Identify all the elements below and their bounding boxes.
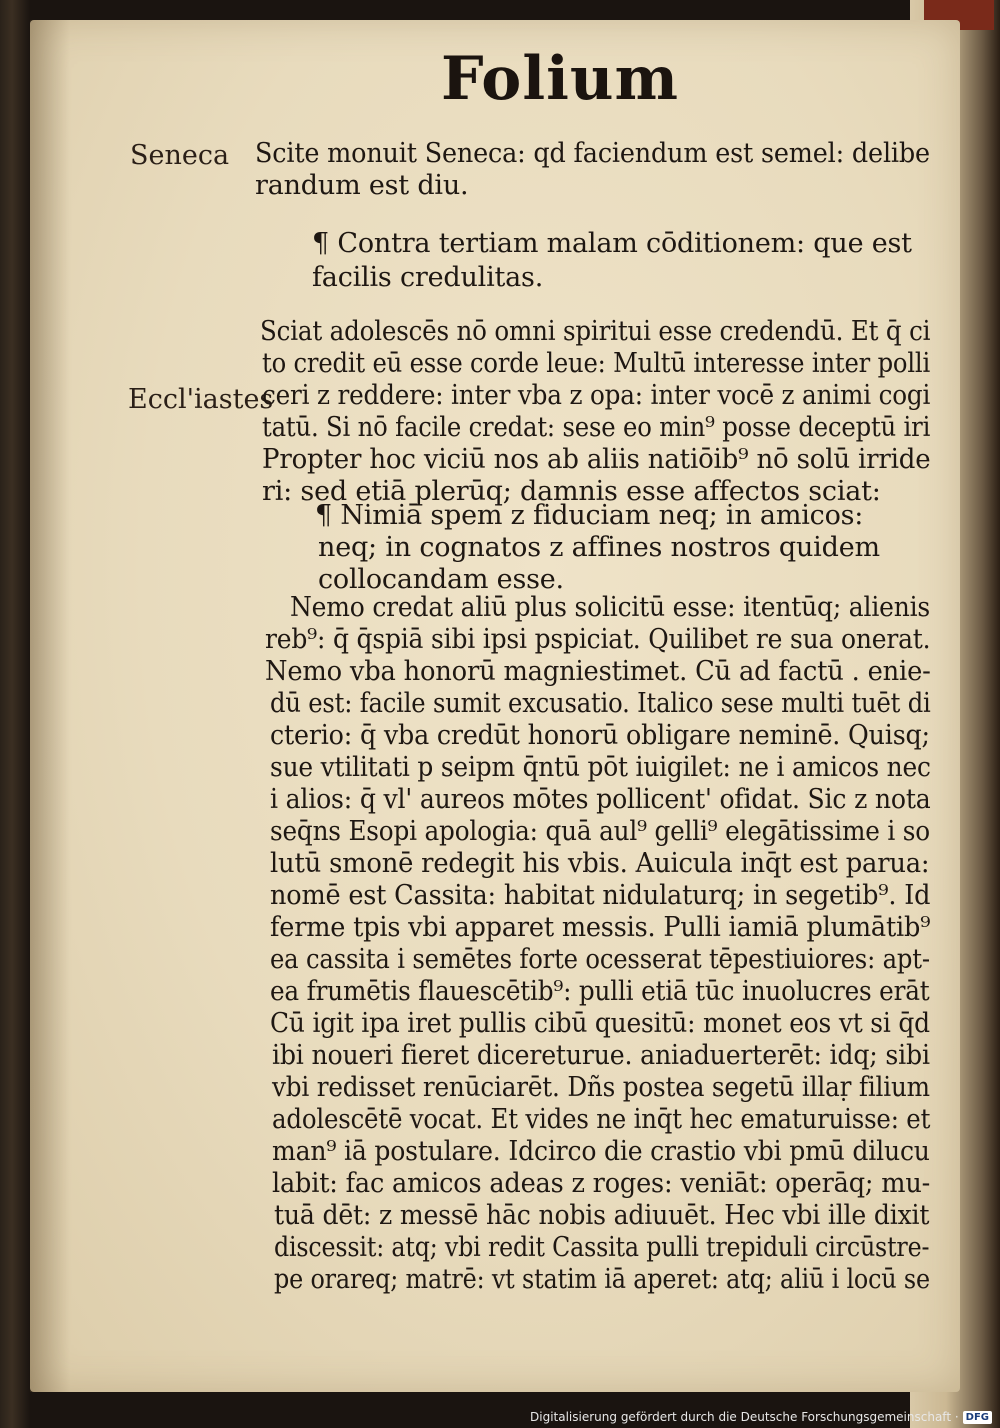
text-line: ea frumētis flauescētib⁹: pulli etiā tūc inuolucres erāt <box>270 976 930 1007</box>
text-line: tuā dēt: z messē hāc nobis adiuuēt. Hec vbi ille dixit <box>274 1200 930 1231</box>
gutter-shadow <box>30 20 70 1392</box>
text-line: ea cassita i semētes forte ocesserat tēpestiuiores: apt- <box>270 944 930 975</box>
margin-note-ecclesiastes: Eccl'iastes <box>128 384 274 415</box>
text-line: sue vtilitati p seipm q̄ntū pōt iuigilet: ne i amicos nec <box>270 752 931 783</box>
text-line: dū est: facile sumit excusatio. Italico sese multi tuēt di <box>270 688 931 719</box>
text-line: ¶ Contra tertiam malam cōditionem: que est <box>312 228 912 259</box>
credit-text: Digitalisierung gefördert durch die Deutsche Forschungsgemeinschaft · <box>530 1410 959 1424</box>
text-line: ibi noueri fieret dicereturue. aniaduerterēt: idq; sibi <box>272 1040 930 1071</box>
text-line: vbi redisset renūciarēt. Dñs postea segetū illaṛ filium <box>272 1072 930 1103</box>
digitization-credit <box>530 1410 992 1424</box>
text-line: collocandam esse. <box>318 564 564 595</box>
text-line: lutū smonē redegit his vbis. Auicula inq̄t est parua: <box>270 848 930 879</box>
text-line: Cū igit ipa iret pullis cibū quesitū: monet eos vt si q̄d <box>270 1008 930 1039</box>
text-line: ri: sed etiā plerūq; damnis esse affectos sciat: <box>262 476 881 507</box>
text-line: nomē est Cassita: habitat nidulaturq; in segetib⁹. Id <box>270 880 931 911</box>
text-line: Nemo vba honorū magniestimet. Cū ad factū . enie- <box>265 656 931 687</box>
text-line: adolescētē vocat. Et vides ne inq̄t hec ematuruisse: et <box>272 1104 931 1135</box>
text-line: pe orareq; matrē: vt statim iā aperet: atq; aliū i locū se <box>274 1264 930 1295</box>
text-line: man⁹ iā postulare. Idcirco die crastio vbi pmū dilucu <box>272 1136 930 1167</box>
text-line: ceri z reddere: inter vba z opa: inter vocē z animi cogi <box>262 380 931 411</box>
text-line: Nemo credat aliū plus solicitū esse: itentūq; alienis <box>290 592 931 623</box>
text-line: i alios: q̄ vl' aureos mōtes pollicent' ofidat. Sic z nota <box>270 784 931 815</box>
text-line: ferme tpis vbi apparet messis. Pulli iamiā plumātib⁹ <box>270 912 931 943</box>
text-line: cterio: q̄ vba credūt honorū obligare neminē. Quisq; <box>270 720 930 751</box>
dfg-logo: DFG <box>963 1411 992 1424</box>
text-line: Scite monuit Seneca: qd faciendum est semel: delibe <box>255 138 930 169</box>
text-line: randum est diu. <box>255 170 469 201</box>
text-line: neq; in cognatos z affines nostros quidem <box>318 532 880 563</box>
margin-note-seneca: Seneca <box>130 140 230 171</box>
text-line: discessit: atq; vbi redit Cassita pulli trepiduli circūstre- <box>274 1232 930 1263</box>
text-line: reb⁹: q̄ q̄spiā sibi ipsi pspiciat. Quilibet re sua onerat. <box>265 624 931 655</box>
page-heading: Folium <box>440 44 680 114</box>
text-line: seq̄ns Esopi apologia: quā aul⁹ gelli⁹ elegātissime i so <box>270 816 930 847</box>
text-line: Propter hoc viciū nos ab aliis natiōib⁹ nō solū irride <box>262 444 931 475</box>
text-line: Sciat adolescēs nō omni spiritui esse credendū. Et q̄ ci <box>260 316 931 347</box>
text-line: labit: fac amicos adeas z roges: veniāt: operāq; mu- <box>272 1168 931 1199</box>
text-line: ¶ Nimiā spem z fiduciam neq; in amicos: <box>315 500 864 531</box>
text-line: tatū. Si nō facile credat: sese eo min⁹ posse deceptū iri <box>262 412 931 443</box>
text-line: facilis credulitas. <box>312 262 544 293</box>
text-line: to credit eū esse corde leue: Multū interesse inter polli <box>262 348 931 379</box>
